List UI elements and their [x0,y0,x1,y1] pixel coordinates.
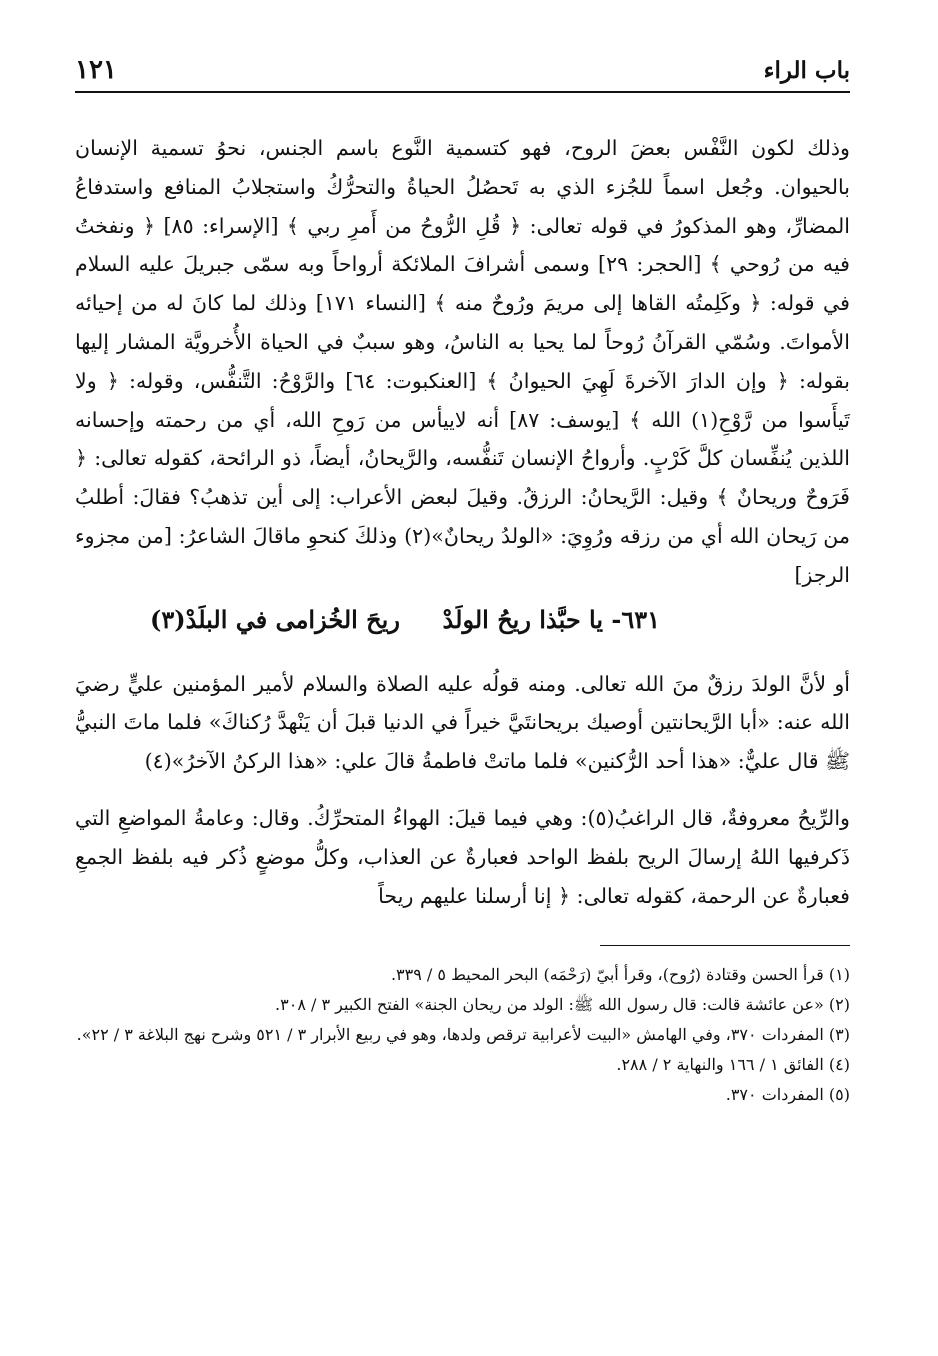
footnote-3: (٣) المفردات ٣٧٠، وفي الهامش «البيت لأعرابية ترقص ولدها، وهو في ربيع الأبرار ٣ / ٥٢١ وشرح نهج البلاغة ٣ / ٢٢». [76,1025,850,1045]
footnote-5: (٥) المفردات ٣٧٠. [725,1085,850,1105]
footnote-1: (١) قرأ الحسن وقتادة (رُوح)، وقرأ أبيّ (رَحْمَه) البحر المحيط ٥ / ٣٣٩. [390,965,850,985]
body-paragraph-3: والرِّيحُ معروفةٌ، قال الراغبُ(٥): وهي فيما قيلَ: الهواءُ المتحرِّكُ. وقال: وعامةُ المواضعِ التي ذَكرفيها اللهُ إرسالَ الريح بلفظ الواحد فعبارةٌ عن العذاب، وكلُّ موضعٍ ذُكر فيه بلفظ الجمعِ فعبارةٌ عن الرحمة، كقوله تعالى: ﴿ إنا أرسلنا عليهم ريحاً [75,805,850,908]
book-page [75,55,850,1335]
body-paragraph-1: وذلك لكون النَّفْس بعضَ الروح، فهو كتسمية النَّوع باسم الجنس، نحوُ تسمية الإنسان بالحيوان. وجُعل اسماً للجُزء الذي به تَحصُلُ الحياةُ والتحرُّكُ واستجلابُ المنافع واستدفاعُ المضارِّ، وهو المذكورُ في قوله تعالى: ﴿ قُلِ الرُّوحُ من أَمرِ ربي ﴾ [الإسراء: ٨٥] ﴿ ونفختُ فيه من رُوحي ﴾ [الحجر: ٢٩] وسمى أشرافَ الملائكة أرواحاً وبه سمّى جبريلَ عليه السلام في قوله: ﴿ وكَلِمتُه القاها إلى مريمَ ورُوحٌ منه ﴾ [النساء ١٧١] وذلك لما كانَ له من إحيائه الأمواتَ. وسُمّي القرآنُ رُوحاً لما يحيا به الناسُ، وهو سببٌ في الحياة الأُخرويَّة المشار إليها بقوله: ﴿ وإن الدارَ الآخرةَ لَهِيَ الحيوانُ ﴾ [العنكبوت: ٦٤] والرَّوْحُ: التَّنفُّس، وقوله: ﴿ ولا تَيأَسوا من رَّوْحِ(١) الله ﴾ [يوسف: ٨٧] أنه لاييأس من رَوحِ الله، أي من رحمته وإحسانه اللذين يُنفِّسان كلَّ كَرْبٍ. وأرواحُ الإنسان تَنفُّسه، والرَّيحانُ، أيضاً، ذو الرائحة، كقوله تعالى: ﴿ فَرَوحٌ وريحانٌ ﴾ وقيل: الرَّيحانُ: الرزقُ. وقيلَ لبعض الأعراب: إلى أين تذهبُ؟ فقالَ: أطلبُ من رَيحان الله أي من رزقه ورُوِيَ: «الولدُ ريحانٌ»(٢) وذلكَ كنحوِ ماقالَ الشاعرُ: [من مجزوء الرجز] [75,136,851,587]
page-header [75,55,850,93]
footnote-divider [600,945,850,946]
chapter-title: باب الراء [763,57,850,84]
page-number: ١٢١ [75,55,117,85]
poetry-verse [75,603,850,643]
footnotes [75,960,850,1110]
verse-second-hemistich: ريحَ الخُزامى في البلَدْ(٣) [150,604,400,634]
footnote-4: (٤) الفائق ١ / ١٦٦ والنهاية ٢ / ٢٨٨. [616,1055,850,1075]
body-paragraph-2: أو لأنَّ الولدَ رزقٌ منَ الله تعالى. ومنه قولُه عليه الصلاة والسلام لأمير المؤمنين عليٍّ رضيَ الله عنه: «أبا الرَّيحانتين أوصيك بريحانتَيَّ خيراً في الدنيا قبلَ أن يَنْهدَّ رُكناكَ» فلما ماتَ النبيُّ ﷺ قال عليٌّ: «هذا أحد الرُّكنين» فلما ماتتْ فاطمةُ قالَ علي: «هذا الركنُ الآخرُ»(٤) [75,671,850,774]
verse-first-hemistich: ٦٣١- يا حبَّذا ريحُ الولَدْ [442,604,660,634]
footnote-2: (٢) «عن عائشة قالت: قال رسول الله ﷺ: الولد من ريحان الجنة» الفتح الكبير ٣ / ٣٠٨. [275,995,850,1015]
